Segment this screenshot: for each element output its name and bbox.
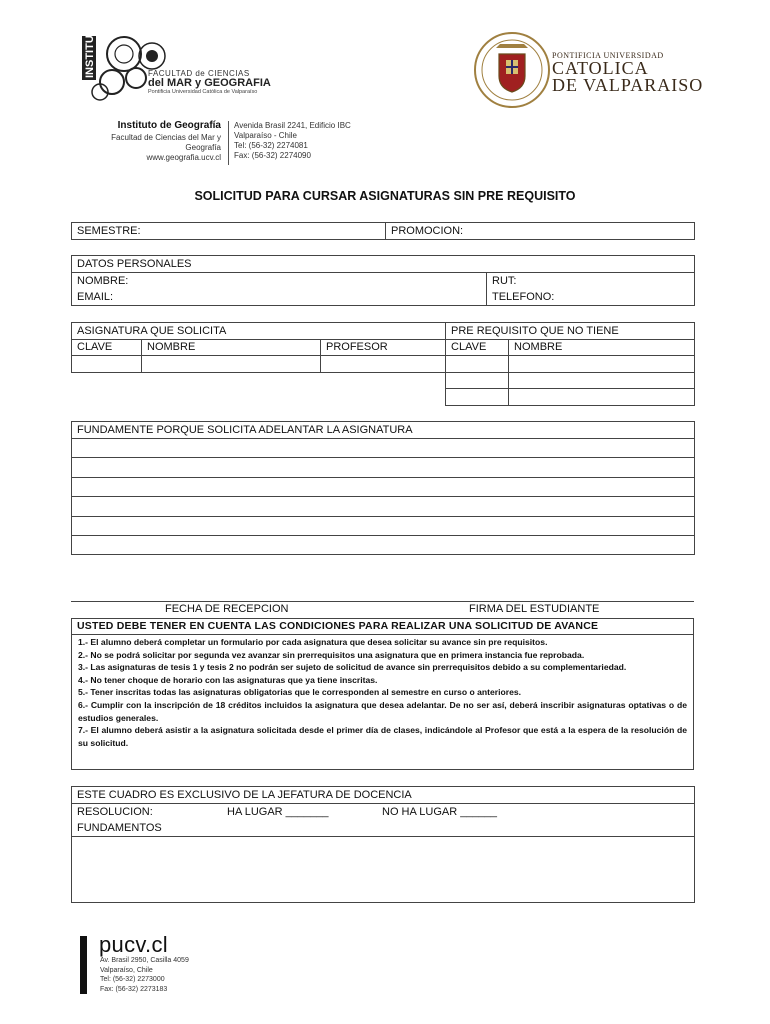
no-ha-lugar-option[interactable]: NO HA LUGAR ______: [382, 805, 497, 818]
university-logo-text: [552, 51, 703, 94]
university-line-2: DE VALPARAISO: [552, 75, 704, 95]
footer-tel: Tel: (56-32) 2273000: [100, 976, 165, 983]
col-nombre: NOMBRE: [142, 339, 321, 356]
university-seal-icon: [472, 30, 552, 110]
spacer-cell: [142, 389, 321, 406]
clave-prereq-input-1[interactable]: [446, 356, 509, 373]
resolucion-label: RESOLUCION:: [77, 805, 153, 818]
institute-tel: Tel: (56-32) 2274081: [234, 141, 308, 150]
justification-line[interactable]: [72, 516, 695, 535]
fundamentos-label: FUNDAMENTOS: [72, 820, 695, 837]
institute-city: Valparaíso - Chile: [234, 131, 297, 140]
institute-divider: [228, 121, 229, 165]
missing-prereq-header: PRE REQUISITO QUE NO TIENE: [446, 323, 695, 340]
institute-web: www.geografia.ucv.cl: [146, 153, 221, 162]
signature-line: [71, 601, 694, 602]
spacer-cell: [72, 389, 142, 406]
conditions-header: USTED DEBE TENER EN CUENTA LAS CONDICIONES PARA REALIZAR UNA SOLICITUD DE AVANCE: [72, 619, 693, 635]
nombre-input[interactable]: [142, 356, 321, 373]
firma-estudiante-label: FIRMA DEL ESTUDIANTE: [469, 603, 600, 615]
condition-item: 7.- El alumno deberá asistir a la asignatura solicitada desde el primer día de clases, indicándole al Profesor que está a la espera de la resolución de su solicitud.: [78, 725, 687, 748]
conditions-box: [71, 618, 694, 770]
justification-line[interactable]: [72, 458, 695, 477]
condition-item: 4.- No tener choque de horario con las asignaturas que ya tiene inscritas.: [78, 674, 378, 685]
spacer-cell: [321, 389, 446, 406]
condition-item: 6.- Cumplir con la inscripción de 18 créditos incluidos la asignatura que desea adelantar. De no ser así, deberá inscribir asignaturas optativas o de estudios generales.: [78, 699, 687, 723]
subject-table: [71, 322, 695, 406]
nombre-field[interactable]: NOMBRE:: [72, 272, 487, 289]
conditions-list: [72, 635, 693, 749]
justification-header: FUNDAMENTE PORQUE SOLICITA ADELANTAR LA ASIGNATURA: [72, 422, 695, 439]
personal-data-table: [71, 255, 695, 306]
justification-line[interactable]: [72, 477, 695, 496]
resolution-header: ESTE CUADRO ES EXCLUSIVO DE LA JEFATURA DE DOCENCIA: [72, 787, 695, 804]
clave-prereq-input-3[interactable]: [446, 389, 509, 406]
footer-address: [100, 956, 189, 994]
institute-street: Avenida Brasil 2241, Edificio IBC: [234, 121, 351, 130]
subject-requested-header: ASIGNATURA QUE SOLICITA: [72, 323, 446, 340]
condition-item: 3.- Las asignaturas de tesis 1 y tesis 2 no podrán ser sujeto de solicitud de avance sin prerrequisitos debido a su complementariedad.: [78, 662, 627, 673]
spacer-cell: [72, 372, 142, 389]
fundamentos-area[interactable]: [72, 836, 695, 902]
resolution-table: [71, 786, 695, 903]
promocion-field[interactable]: PROMOCION:: [386, 223, 695, 240]
justification-table: [71, 421, 695, 555]
clave-input[interactable]: [72, 356, 142, 373]
col-profesor: PROFESOR: [321, 339, 446, 356]
personal-data-header: DATOS PERSONALES: [72, 256, 695, 273]
condition-item: 5.- Tener inscritas todas las asignaturas obligatorias que le corresponden al semestre en curso o anteriores.: [78, 687, 522, 698]
university-line-1: CATOLICA: [552, 58, 649, 78]
spacer-cell: [321, 372, 446, 389]
col-clave: CLAVE: [72, 339, 142, 356]
nombre-prereq-input-1[interactable]: [509, 356, 695, 373]
nombre-prereq-input-2[interactable]: [509, 372, 695, 389]
faculty-line-2: del MAR y GEOGRAFIA: [148, 77, 271, 90]
semester-table: [71, 222, 695, 240]
telefono-field[interactable]: TELEFONO:: [487, 289, 695, 306]
faculty-logo-text: [148, 70, 271, 96]
fecha-recepcion-label: FECHA DE RECEPCION: [165, 603, 289, 615]
institute-address: [234, 121, 351, 161]
clave-prereq-input-2[interactable]: [446, 372, 509, 389]
semestre-field[interactable]: SEMESTRE:: [72, 223, 386, 240]
profesor-input[interactable]: [321, 356, 446, 373]
justification-line[interactable]: [72, 497, 695, 516]
condition-item: 1.- El alumno deberá completar un formulario por cada asignatura que desea solicitar su avance sin pre requisitos.: [78, 637, 548, 647]
justification-line[interactable]: [72, 439, 695, 458]
faculty-line-1: FACULTAD de CIENCIAS: [148, 69, 250, 78]
university-small: PONTIFICIA UNIVERSIDAD: [552, 51, 664, 60]
resolution-row: [72, 803, 695, 820]
faculty-line-3: Pontificia Universidad Católica de Valparaíso: [148, 88, 258, 95]
footer-bar: [80, 936, 87, 994]
rut-field[interactable]: RUT:: [487, 272, 695, 289]
footer-city: Valparaíso, Chile: [100, 966, 153, 974]
footer-fax: Fax: (56-32) 2273183: [100, 985, 168, 993]
condition-item: 2.- No se podrá solicitar por segunda vez avanzar sin prerrequisitos una asignatura que en primera instancia fue reprobada.: [78, 649, 585, 660]
justification-line[interactable]: [72, 535, 695, 554]
col-nombre-prereq: NOMBRE: [509, 339, 695, 356]
institute-line-1: Facultad de Ciencias del Mar y: [111, 133, 221, 142]
document-title: SOLICITUD PARA CURSAR ASIGNATURAS SIN PRE REQUISITO: [194, 189, 576, 203]
footer-logo: pucv.cl: [99, 932, 168, 957]
footer-street: Av. Brasil 2950, Casilla 4059: [100, 957, 189, 964]
institute-line-2: Geografía: [185, 143, 221, 152]
institute-info: [80, 121, 221, 163]
spacer-cell: [142, 372, 321, 389]
email-field[interactable]: EMAIL:: [72, 289, 487, 306]
ha-lugar-option[interactable]: HA LUGAR _______: [227, 805, 329, 818]
svg-text:INSTITUTO: INSTITUTO: [84, 34, 96, 78]
nombre-prereq-input-3[interactable]: [509, 389, 695, 406]
institute-name: Instituto de Geografía: [117, 120, 221, 131]
institute-fax: Fax: (56-32) 2274090: [234, 151, 311, 160]
col-clave-prereq: CLAVE: [446, 339, 509, 356]
